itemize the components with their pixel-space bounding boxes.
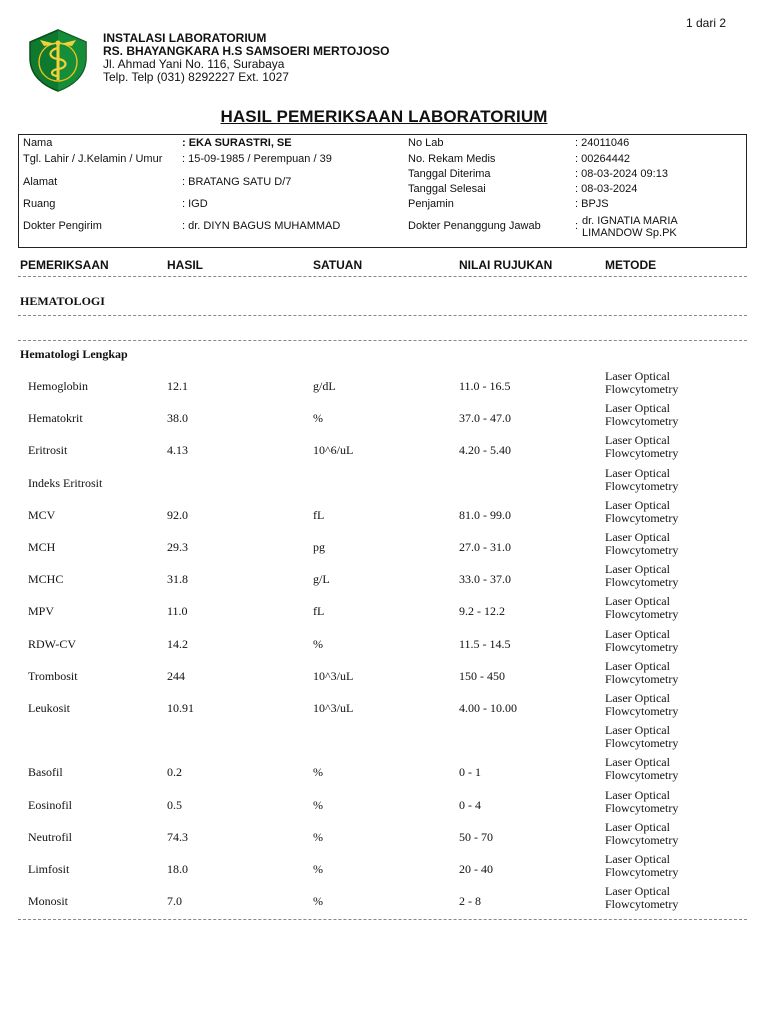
guarantor: : BPJS [575,198,609,210]
table-row [0,467,768,499]
test-reference-range: 9.2 - 12.2 [459,604,505,619]
test-method-line1: Laser Optical [605,819,670,834]
test-name: Basofil [28,765,63,780]
section-hematologi-lengkap: Hematologi Lengkap [20,347,128,361]
finished-date: : 08-03-2024 [575,183,638,195]
test-method-line1: Laser Optical [605,433,670,448]
room: : IGD [182,198,208,210]
col-nilai-rujukan: NILAI RUJUKAN [459,258,553,272]
table-row [0,434,768,466]
test-reference-range: 0 - 4 [459,797,481,812]
test-method [605,821,715,847]
test-reference-range: 0 - 1 [459,765,481,780]
test-method-line1: Laser Optical [605,594,670,609]
table-row [0,595,768,627]
report-title: HASIL PEMERIKSAAN LABORATORIUM [220,107,548,126]
test-method-line1: Laser Optical [605,884,670,899]
test-name: Monosit [28,894,69,909]
medical-record-label: No. Rekam Medis [408,153,496,165]
test-reference-range: 27.0 - 31.0 [459,540,511,554]
hospital-name: RS. BHAYANGKARA H.S SAMSOERI MERTOJOSO [103,44,390,58]
room-label: Ruang [23,198,56,210]
test-method [605,467,715,493]
test-result: 38.0 [167,411,188,426]
nolab-label: No Lab [408,137,444,149]
test-reference-range: 33.0 - 37.0 [459,572,511,587]
test-result: 12.1 [167,379,188,393]
table-row [0,724,768,756]
received-date: : 08-03-2024 09:13 [575,168,668,180]
test-method-line2: Flowcytometry [605,832,679,847]
test-unit: % [313,829,323,844]
test-unit: pg [313,540,325,554]
test-result: 14.2 [167,636,188,651]
test-method-line1: Laser Optical [605,465,670,480]
table-row [0,563,768,595]
test-result: 4.13 [167,443,188,458]
institution-name: INSTALASI LABORATORIUM [103,31,267,45]
test-method-line2: Flowcytometry [605,671,679,686]
birth-sex-age: : 15-09-1985 / Perempuan / 39 [182,153,332,165]
test-method-line1: Laser Optical [605,787,670,802]
col-hasil: HASIL [167,258,203,272]
test-result: 74.3 [167,829,188,844]
test-result: 0.2 [167,765,182,780]
test-result: 18.0 [167,862,188,876]
test-method-line1: Laser Optical [605,658,670,673]
test-method [605,595,715,621]
patient-info-box [18,134,747,248]
hospital-phone: Telp. Telp (031) 8292227 Ext. 1027 [103,70,289,84]
table-row [0,402,768,434]
divider [18,315,747,316]
test-method-line2: Flowcytometry [605,543,679,557]
col-satuan: SATUAN [313,258,363,272]
medical-record-number: : 00264442 [575,153,631,165]
test-method [605,531,715,557]
test-result: 244 [167,668,185,683]
test-name: Neutrofil [28,829,72,844]
table-row [0,692,768,724]
test-name: Eosinofil [28,797,72,812]
table-row [0,789,768,821]
test-method-line1: Laser Optical [605,562,670,577]
test-unit: g/L [313,572,330,587]
test-reference-range: 81.0 - 99.0 [459,507,511,522]
page-number: 1 dari 2 [685,16,726,30]
test-method [605,563,715,589]
test-name: Limfosit [28,862,70,876]
address-label: Alamat [23,176,58,188]
test-unit: 10^6/uL [313,443,354,458]
test-method [605,853,715,879]
test-result: 10.91 [167,701,194,715]
test-result: 92.0 [167,507,188,522]
test-unit: fL [313,604,325,619]
responsible-doctor-label: Dokter Penanggung Jawab [408,220,541,232]
test-unit: % [313,797,323,812]
table-row [0,885,768,917]
test-name: Eritrosit [28,443,68,458]
test-result: 29.3 [167,540,188,554]
test-name: Leukosit [28,701,70,715]
test-result: 31.8 [167,572,188,587]
test-method-line2: Flowcytometry [605,446,679,461]
police-hospital-emblem-icon [26,28,90,92]
test-method-line2: Flowcytometry [605,639,679,654]
table-row [0,756,768,788]
test-method-line1: Laser Optical [605,852,670,866]
test-unit: % [313,636,323,651]
lab-number: : 24011046 [575,137,630,149]
column-headers [0,258,768,276]
test-reference-range: 150 - 450 [459,668,505,683]
patient-name: : EKA SURASTRI, SE [182,137,292,149]
test-name: Hemoglobin [28,379,88,393]
col-metode: METODE [605,258,657,272]
test-method [605,628,715,654]
table-row [0,660,768,692]
test-name: Hematokrit [28,411,83,426]
guarantor-label: Penjamin [408,198,454,210]
table-row [0,853,768,885]
test-method [605,885,715,911]
test-name: MCH [28,540,56,554]
test-result: 0.5 [167,797,182,812]
test-method-line2: Flowcytometry [605,704,679,718]
test-method [605,756,715,782]
test-method-line2: Flowcytometry [605,607,679,622]
test-reference-range: 11.5 - 14.5 [459,636,511,651]
test-method-line1: Laser Optical [605,691,670,705]
section-hematologi: HEMATOLOGI [20,294,105,308]
test-method-line2: Flowcytometry [605,768,679,783]
test-unit: 10^3/uL [313,668,354,683]
test-method-line2: Flowcytometry [605,865,679,879]
test-name: MCHC [28,572,64,587]
test-name: MPV [28,604,55,619]
test-result: 11.0 [167,604,188,619]
test-method-line2: Flowcytometry [605,897,679,912]
test-method-line2: Flowcytometry [605,478,679,493]
referring-doctor: : dr. DIYN BAGUS MUHAMMAD [182,220,341,232]
test-unit: % [313,765,323,780]
test-method [605,660,715,686]
test-name: MCV [28,507,56,522]
test-name: RDW-CV [28,636,76,651]
divider [18,919,747,920]
nama-label: Nama [23,137,53,149]
table-row [0,821,768,853]
col-pemeriksaan: PEMERIKSAAN [20,258,109,272]
letterhead [26,28,726,94]
test-name: Trombosit [28,668,78,683]
test-method-line2: Flowcytometry [605,800,679,815]
table-row [0,531,768,563]
test-method-line2: Flowcytometry [605,414,679,429]
birth-label: Tgl. Lahir / J.Kelamin / Umur [23,153,163,165]
test-reference-range: 50 - 70 [459,829,493,844]
test-method [605,370,715,396]
received-date-label: Tanggal Diterima [408,168,491,180]
test-unit: % [313,894,323,909]
test-method-line2: Flowcytometry [605,736,679,751]
test-reference-range: 37.0 - 47.0 [459,411,511,426]
responsible-doctor-colon: : [575,220,579,232]
test-reference-range: 11.0 - 16.5 [459,379,511,393]
divider [18,276,747,277]
test-method-line1: Laser Optical [605,530,670,544]
test-method-line1: Laser Optical [605,369,670,383]
test-method-line1: Laser Optical [605,626,670,641]
hospital-address: Jl. Ahmad Yani No. 116, Surabaya [103,57,285,71]
test-method [605,692,715,718]
finished-date-label: Tanggal Selesai [408,183,486,195]
test-method-line1: Laser Optical [605,401,670,416]
table-row [0,628,768,660]
test-method-line1: Laser Optical [605,755,670,770]
responsible-doctor-line2: LIMANDOW Sp.PK [582,227,677,239]
test-unit: 10^3/uL [313,701,354,715]
test-method-line1: Laser Optical [605,497,670,512]
test-method [605,724,715,750]
test-method [605,499,715,525]
test-reference-range: 20 - 40 [459,862,493,876]
test-name: Indeks Eritrosit [28,475,103,490]
test-method-line1: Laser Optical [605,723,670,738]
test-reference-range: 4.20 - 5.40 [459,443,511,458]
test-reference-range: 2 - 8 [459,894,481,909]
test-unit: % [313,411,323,426]
test-unit: g/dL [313,379,336,393]
test-method-line2: Flowcytometry [605,575,679,590]
test-method [605,402,715,428]
test-unit: fL [313,507,325,522]
test-method [605,789,715,815]
test-method-line2: Flowcytometry [605,382,679,396]
test-result: 7.0 [167,894,182,909]
patient-address: : BRATANG SATU D/7 [182,176,292,188]
test-method-line2: Flowcytometry [605,510,679,525]
test-unit: % [313,862,323,876]
table-row [0,370,768,402]
test-reference-range: 4.00 - 10.00 [459,701,517,715]
test-method [605,434,715,460]
referring-doctor-label: Dokter Pengirim [23,220,102,232]
responsible-doctor-line1: dr. IGNATIA MARIA [582,215,678,227]
table-row [0,499,768,531]
divider [18,340,747,341]
